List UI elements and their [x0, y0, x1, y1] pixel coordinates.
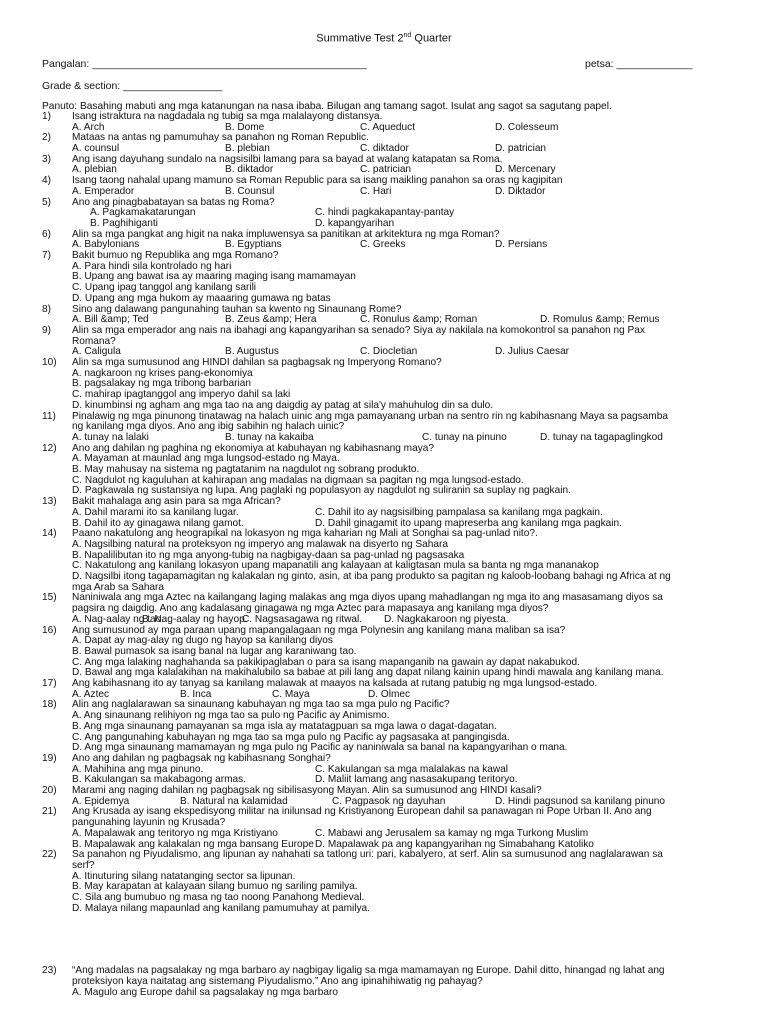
question-number: 14)	[42, 528, 57, 540]
answer-option[interactable]: C. tunay na pinuno	[422, 431, 507, 443]
question-stem-line: Ano ang pinagbabatayan sa batas ng Roma?	[72, 196, 275, 208]
question-9	[0, 326, 768, 358]
question-stem	[72, 593, 740, 614]
question-number: 15)	[42, 592, 57, 604]
answer-options	[72, 829, 752, 850]
question-5	[0, 198, 768, 230]
answer-option[interactable]: B. tunay na kakaiba	[225, 431, 314, 443]
question-number: 13)	[42, 496, 57, 508]
question-stem-line: “Ang madalas na pagsalakay ng mga barbaro ay nagbigay ligalig sa mga mamamayan ng Europe. Dahil ditto, hinangad ng lahat ang	[72, 965, 665, 977]
question-stem-line: Isang istraktura na nagdadala ng tubig sa mga malalayong distansya.	[72, 111, 383, 122]
answer-option[interactable]: D. Mercenary	[495, 164, 556, 176]
answer-row	[72, 508, 752, 519]
answer-option[interactable]: A. Ang sinaunang relihiyon ng mga tao sa pulo ng Pacific ay Animismo.	[72, 710, 390, 722]
question-8	[0, 305, 768, 326]
question-6	[0, 230, 768, 251]
question-number: 19)	[42, 752, 57, 764]
answer-option[interactable]: D. Diktador	[495, 185, 546, 197]
question-number: 22)	[42, 849, 57, 861]
question-stem-line: Ang sumusunod ay mga paraan upang mapangalagaan ng mga Polynesin ang kanilang mana maliban sa isa?	[72, 624, 566, 636]
answer-option[interactable]: D. Bawal ang mga kalalakihan na makihalubilo sa babae at pili lang ang dapat nilang kainin upang hindi mawala ang kanilang mana.	[72, 667, 664, 679]
question-number: 6)	[42, 228, 51, 240]
question-3	[0, 155, 768, 176]
question-15	[0, 593, 768, 625]
answer-option[interactable]: C. Sila ang bumubuo ng masa ng tao noong Panahong Medieval.	[72, 892, 365, 904]
answer-option[interactable]: D. Julius Caesar	[495, 346, 570, 358]
question-stem-line: Paano nakatulong ang heograpikal na lokasyon ng mga kaharian ng Mali at Songhai sa pag-unlad nito?.	[72, 528, 538, 540]
answer-option[interactable]: B. Ang mga sinaunang pamayanan sa mga isla ay matatagpuan sa mga lawa o dagat-dagatan.	[72, 720, 497, 732]
question-stem-line: proteksiyon kaya naitatag ang sistemang Piyudalismo.” Ano ang ipinahihiwatig ng pahayag?	[72, 976, 483, 988]
question-stem-line: Alin ang naglalarawan sa sinaunang kabuhayan ng mga tao sa mga pulo ng Pacific?	[72, 699, 450, 711]
question-stem-line: Sa panahon ng Piyudalismo, ang lipunan ay nahahati sa tatlong uri: pari, kabalyero, at serf. Alin sa sumusunod ang naglalarawan sa	[72, 849, 663, 861]
question-number: 23)	[42, 965, 57, 977]
answer-option[interactable]: C. mahirap ipagtanggol ang imperyo dahil sa laki	[72, 389, 291, 401]
answer-option[interactable]: A. Dapat ay mag-alay ng dugo ng hayop sa kanilang diyos	[72, 635, 333, 647]
answer-option[interactable]: C. Ang pangunahing kabuhayan ng mga tao sa mga pulo ng Pacific ay pagsasaka at pangingisda.	[72, 731, 510, 743]
answer-options	[72, 711, 752, 754]
answer-option[interactable]: B. pagsalakay ng mga tribong barbarian	[72, 378, 251, 390]
question-number: 2)	[42, 132, 51, 144]
question-stem	[72, 230, 740, 241]
answer-option[interactable]: B. plebian	[225, 143, 270, 155]
question-1	[0, 112, 768, 133]
answer-row	[72, 208, 752, 219]
answer-option[interactable]: A. Babylonians	[72, 239, 140, 251]
question-stem-line: ng kanilang mga diyos. Ano ang ibig sabihin ng halach uinic?	[72, 421, 345, 433]
question-stem-line: Alin sa mga sumusunod ang HINDI dahilan sa pagbagsak ng Imperyong Romano?	[72, 357, 442, 369]
answer-option[interactable]: C. Kakulangan sa mga malalakas na kawal	[315, 763, 509, 775]
question-stem	[72, 176, 740, 187]
answer-option[interactable]: D. Hindi pagsunod sa kanilang pinuno	[495, 795, 666, 807]
answer-option[interactable]: D. Olmec	[368, 688, 411, 700]
page-title	[0, 32, 768, 45]
answer-option[interactable]: A. Aztec	[72, 688, 110, 700]
question-stem	[72, 807, 740, 828]
question-stem	[72, 966, 740, 987]
answer-row	[72, 187, 752, 198]
answer-option[interactable]: D. kinumbinsi ng agham ang mga tao na ang daigdig ay patag at sila'y mahuhulog din sa dulo.	[72, 399, 494, 411]
answer-option[interactable]: A. Magulo ang Europe dahil sa pagsalakay ng mga barbaro	[72, 986, 338, 998]
answer-option[interactable]: B. Bawal pumasok sa isang banal na lugar ang karaniwang tao.	[72, 645, 357, 657]
answer-option[interactable]: B. Kakulangan sa makabagong armas.	[72, 774, 246, 786]
date-field: petsa: _____________	[585, 58, 693, 70]
question-stem-line: Bakit mahalaga ang asin para sa mga African?	[72, 496, 281, 508]
answer-options	[72, 369, 752, 412]
answer-option[interactable]: C. Nagdulot ng kaguluhan at kahirapan ang madalas na digmaan sa pagitan ng mga lungsod-estado.	[72, 474, 524, 486]
answer-option[interactable]: A. Emperador	[72, 185, 135, 197]
answer-option[interactable]: C. Greeks	[360, 239, 406, 251]
answer-option[interactable]: B. Inca	[180, 688, 212, 700]
answer-options	[72, 208, 752, 229]
question-number: 12)	[42, 442, 57, 454]
question-4	[0, 176, 768, 197]
answer-option[interactable]: A. Dahil marami ito sa kanilang lugar.	[72, 506, 239, 518]
answer-options	[72, 454, 752, 497]
answer-option[interactable]: A. Mahihina ang mga pinuno.	[72, 763, 204, 775]
answer-option[interactable]: D. Dahil ginagamit ito upang mapreserba ang kanilang mga pagkain.	[315, 517, 622, 529]
question-12	[0, 444, 768, 498]
answer-option[interactable]: A. plebian	[72, 164, 117, 176]
question-number: 1)	[42, 111, 51, 122]
question-stem-line: Sino ang dalawang pangunahing tauhan sa kwento ng Sinaunang Rome?	[72, 303, 402, 315]
answer-option[interactable]: D. Malaya nilang mapaunlad ang kanilang pamumuhay at pamilya.	[72, 902, 370, 914]
question-stem-line: Mataas na antas ng pamumuhay sa panahon ng Roman Republic.	[72, 132, 369, 144]
answer-option[interactable]: A. Bill &amp; Ted	[72, 314, 149, 326]
answer-option[interactable]: C. Pagpasok ng dayuhan	[332, 795, 446, 807]
answer-option[interactable]: B. Upang ang bawat isa ay maaring maging isang mamamayan	[72, 271, 356, 283]
title-main: Summative Test 2	[316, 32, 404, 45]
answer-option[interactable]: A. tunay na lalaki	[72, 431, 149, 443]
question-16	[0, 626, 768, 680]
answer-option[interactable]: B. Natural na kalamidad	[180, 795, 288, 807]
answer-options	[72, 508, 752, 529]
answer-option[interactable]: B. Nag-aalay ng hayop.	[142, 613, 248, 625]
question-13	[0, 497, 768, 529]
question-number: 16)	[42, 624, 57, 636]
question-number: 7)	[42, 250, 51, 262]
answer-option[interactable]: A. Arch	[72, 121, 105, 133]
question-stem-line: Pinalawig ng mga pinunong tinatawag na halach uinic ang mga pamayanang urban na sentro rin ng kabihasnang Maya sa pagsamba	[72, 410, 668, 422]
question-number: 10)	[42, 357, 57, 369]
question-18	[0, 700, 768, 754]
question-stem-line: serf?	[72, 859, 95, 871]
answer-option[interactable]: B. Augustus	[225, 346, 279, 358]
question-number: 9)	[42, 324, 51, 336]
answer-option[interactable]: mga Arab sa Sahara	[72, 581, 165, 593]
answer-option[interactable]: A. counsul	[72, 143, 120, 155]
question-stem-line: Naniniwala ang mga Aztec na kailangang laging malakas ang mga diyos upang mahadlangan ng mga ito ang masasamang diyos sa	[72, 592, 663, 604]
answer-option[interactable]: C. Nakatulong ang kanilang lokasyon upang mapanatili ang kalayaan at kaligtasan mula sa banta ng mga mananakop	[72, 560, 599, 572]
grade-section-field: Grade & section: _________________	[42, 80, 223, 92]
question-number: 17)	[42, 678, 57, 690]
answer-option[interactable]: B. Napalilibutan ito ng mga anyong-tubig na nagbigay-daan sa pag-unlad ng pagsasaka	[72, 549, 465, 561]
question-number: 3)	[42, 153, 51, 165]
answer-row	[72, 615, 752, 626]
answer-option[interactable]: A. Epidemya	[72, 795, 130, 807]
question-10	[0, 358, 768, 412]
question-number: 5)	[42, 196, 51, 208]
answer-option[interactable]: C. Hari	[360, 185, 392, 197]
answer-options	[72, 988, 752, 999]
answer-option[interactable]: B. Zeus &amp; Hera	[225, 314, 317, 326]
answer-option[interactable]: C. Ang mga lalaking naghahanda sa pakikipaglaban o para sa isang mapanganib na gawain ay dapat nakabukod.	[72, 656, 580, 668]
answer-option[interactable]: C. Mabawi ang Jerusalem sa kamay ng mga Turkong Muslim	[315, 827, 589, 839]
answer-option[interactable]: D. Nagsilbi itong tagapamagitan ng kalakalan ng ginto, asin, at iba pang produkto sa pagitan ng kaloob-loobang bahagi ng Africa at ng	[72, 571, 671, 583]
answer-option[interactable]: C. Dahil ito ay nagsisilbing pampalasa sa kanilang mga pagkain.	[315, 506, 603, 518]
answer-option[interactable]: A. Nagsilbing natural na proteksyon ng imperyo ang malawak na disyerto ng Sahara	[72, 538, 448, 550]
answer-options	[72, 615, 752, 626]
answer-option[interactable]: D. Persians	[495, 239, 548, 251]
answer-option[interactable]: A. Caligula	[72, 346, 121, 358]
question-number: 21)	[42, 806, 57, 818]
answer-option[interactable]: D. kapangyarihan	[315, 217, 395, 229]
question-stem	[72, 326, 740, 347]
answer-option[interactable]: C. patrician	[360, 164, 412, 176]
answer-option[interactable]: B. Egyptians	[225, 239, 282, 251]
answer-option[interactable]: D. Mapalawak pa ang kapangyarihan ng Simabahang Katoliko	[315, 838, 594, 850]
answer-option[interactable]: D. Maliit lamang ang nasasakupang teritoryo.	[315, 774, 518, 786]
question-22	[0, 850, 768, 914]
question-stem-line: Ang isang dayuhang sundalo na nagsisilbi lamang para sa bayad at walang katapatan sa Roma.	[72, 153, 503, 165]
answer-option[interactable]: C. Aqueduct	[360, 121, 415, 133]
answer-options	[72, 262, 752, 305]
answer-option[interactable]: A. Pagkamakatarungan	[90, 207, 196, 219]
answer-option[interactable]: B. Dahil ito ay ginagawa nilang gamot.	[72, 517, 244, 529]
question-2	[0, 133, 768, 154]
answer-option[interactable]: D. Ang mga sinaunang mamamayan ng mga pulo ng Pacific ay naniniwala sa banal na kapangyarihan o mana.	[72, 742, 568, 754]
answer-option[interactable]: D. patrician	[495, 143, 547, 155]
question-stem-line: Bakit bumuo ng Republika ang mga Romano?	[72, 250, 279, 262]
answer-options	[72, 187, 752, 198]
answer-option[interactable]: B. May karapatan at kalayaan silang bumuo ng sariling pamilya.	[72, 881, 358, 893]
question-19	[0, 754, 768, 786]
answer-option[interactable]: C. Ronulus &amp; Roman	[360, 314, 478, 326]
answer-option[interactable]: D. Colesseum	[495, 121, 559, 133]
answer-option[interactable]: A. Para hindi sila kontrolado ng hari	[72, 260, 232, 272]
answer-option[interactable]: A. Itinuturing silang natatanging sector sa lipunan.	[72, 870, 296, 882]
title-tail: Quarter	[411, 32, 452, 45]
answer-option[interactable]: C. Upang ipag tanggol ang kanilang sarili	[72, 282, 257, 294]
question-number: 18)	[42, 699, 57, 711]
question-stem-line: Marami ang naging dahilan ng pagbagsak ng sibilisasyong Mayan. Alin sa sumusunod ang HINDI kasali?	[72, 785, 542, 797]
question-20	[0, 786, 768, 807]
name-field: Pangalan: _______________________________________________	[42, 58, 367, 70]
title-superscript: nd	[403, 32, 412, 39]
answer-option[interactable]: C. Diocletian	[360, 346, 418, 358]
question-stem-line: Ang Krusada ay isang ekspedisyong militar na inilunsad ng Kristiyanong European dahil sa panawagan ni Pope Urban II. Ano ang	[72, 806, 652, 818]
question-stem	[72, 412, 740, 433]
question-17	[0, 679, 768, 700]
answer-option[interactable]: B. diktador	[225, 164, 274, 176]
question-stem-line: Isang taong nahalal upang mamuno sa Roman Republic para sa isang maikling panahon sa oras ng kagipitan	[72, 175, 563, 187]
answer-options	[72, 765, 752, 786]
question-stem-line: pagsira ng daigdig. Ano ang kadalasang ginagawa ng mga Aztec para mapasaya ang kanilang mga diyos?	[72, 603, 549, 615]
question-stem-line: Alin sa mga pangkat ang higit na naka impluwensya sa panitikan at arkitektura ng mga Roman?	[72, 228, 500, 240]
question-stem-line: Ano ang dahilan ng pagbagsak ng kabihasnang Songhai?	[72, 752, 331, 764]
question-14	[0, 529, 768, 593]
answer-option[interactable]: B. Mapalawak ang kalakalan ng mga bansang Europe	[72, 838, 314, 850]
question-stem-line: Ano ang dahilan ng paghina ng ekonomiya at kabuhayan ng kabihasnang maya?	[72, 442, 434, 454]
answer-options	[72, 872, 752, 915]
answer-option[interactable]: B. May mahusay na sistema ng pagtatanim na nagdulot ng sobrang produkto.	[72, 464, 420, 476]
answer-option[interactable]: C. Nagsasagawa ng ritwal.	[242, 613, 363, 625]
question-stem-line: pangunahing layunin ng Krusada?	[72, 817, 226, 829]
question-stem-line: Alin sa mga emperador ang nais na ibahagi ang kapangyarihan sa senado? Siya ay nakilala na komokontrol sa panahon ng Pax	[72, 324, 645, 336]
answer-option[interactable]: A. Mayaman at maunlad ang mga lungsod-estado ng Maya.	[72, 453, 340, 465]
answer-option[interactable]: C. hindi pagkakapantay-pantay	[315, 207, 455, 219]
question-23	[0, 966, 768, 998]
question-stem-line: Ang kabihasnang ito ay tanyag sa kanilang malawak at maayos na kalsada at rutang patubig ng mga lungsod-estado.	[72, 678, 598, 690]
question-11	[0, 412, 768, 444]
answer-option[interactable]: D. Nagkakaroon ng piyesta.	[384, 613, 509, 625]
answer-option[interactable]: D. Pagkawala ng sustansiya ng lupa. Ang paglaki ng populasyon ay nagdulot ng suliranin sa suplay ng pagkain.	[72, 485, 571, 497]
answer-option[interactable]: A. nagkaroon ng krises pang-ekonomiya	[72, 367, 253, 379]
question-number: 20)	[42, 785, 57, 797]
question-7	[0, 251, 768, 305]
answer-option[interactable]: B. Counsul	[225, 185, 275, 197]
question-number: 8)	[42, 303, 51, 315]
question-number: 11)	[42, 410, 56, 422]
question-stem	[72, 850, 740, 871]
answer-option[interactable]: D. Upang ang mga hukom ay maaaring gumawa ng batas	[72, 292, 331, 304]
answer-option[interactable]: B. Dome	[225, 121, 265, 133]
answer-option[interactable]: D. tunay na tagapaglingkod	[540, 431, 663, 443]
answer-option[interactable]: A. Mapalawak ang teritoryo ng mga Kristiyano	[72, 827, 278, 839]
answer-option[interactable]: D. Romulus &amp; Remus	[540, 314, 660, 326]
answer-option[interactable]: C. diktador	[360, 143, 409, 155]
instructions: Panuto: Basahing mabuti ang mga katanungan na nasa ibaba. Bilugan ang tamang sagot. Isulat ang sagot sa sagutang papel.	[42, 101, 612, 112]
question-stem-line: Romana?	[72, 335, 116, 347]
answer-options	[72, 540, 752, 594]
answer-option[interactable]: B. Paghihiganti	[90, 217, 158, 229]
question-number: 4)	[42, 175, 51, 187]
answer-row	[72, 829, 752, 840]
answer-option[interactable]: A. Nag-aalay ng tao.	[72, 613, 165, 625]
question-list	[0, 112, 768, 999]
answer-options	[72, 636, 752, 679]
answer-option[interactable]: C. Maya	[272, 688, 310, 700]
question-21	[0, 807, 768, 850]
